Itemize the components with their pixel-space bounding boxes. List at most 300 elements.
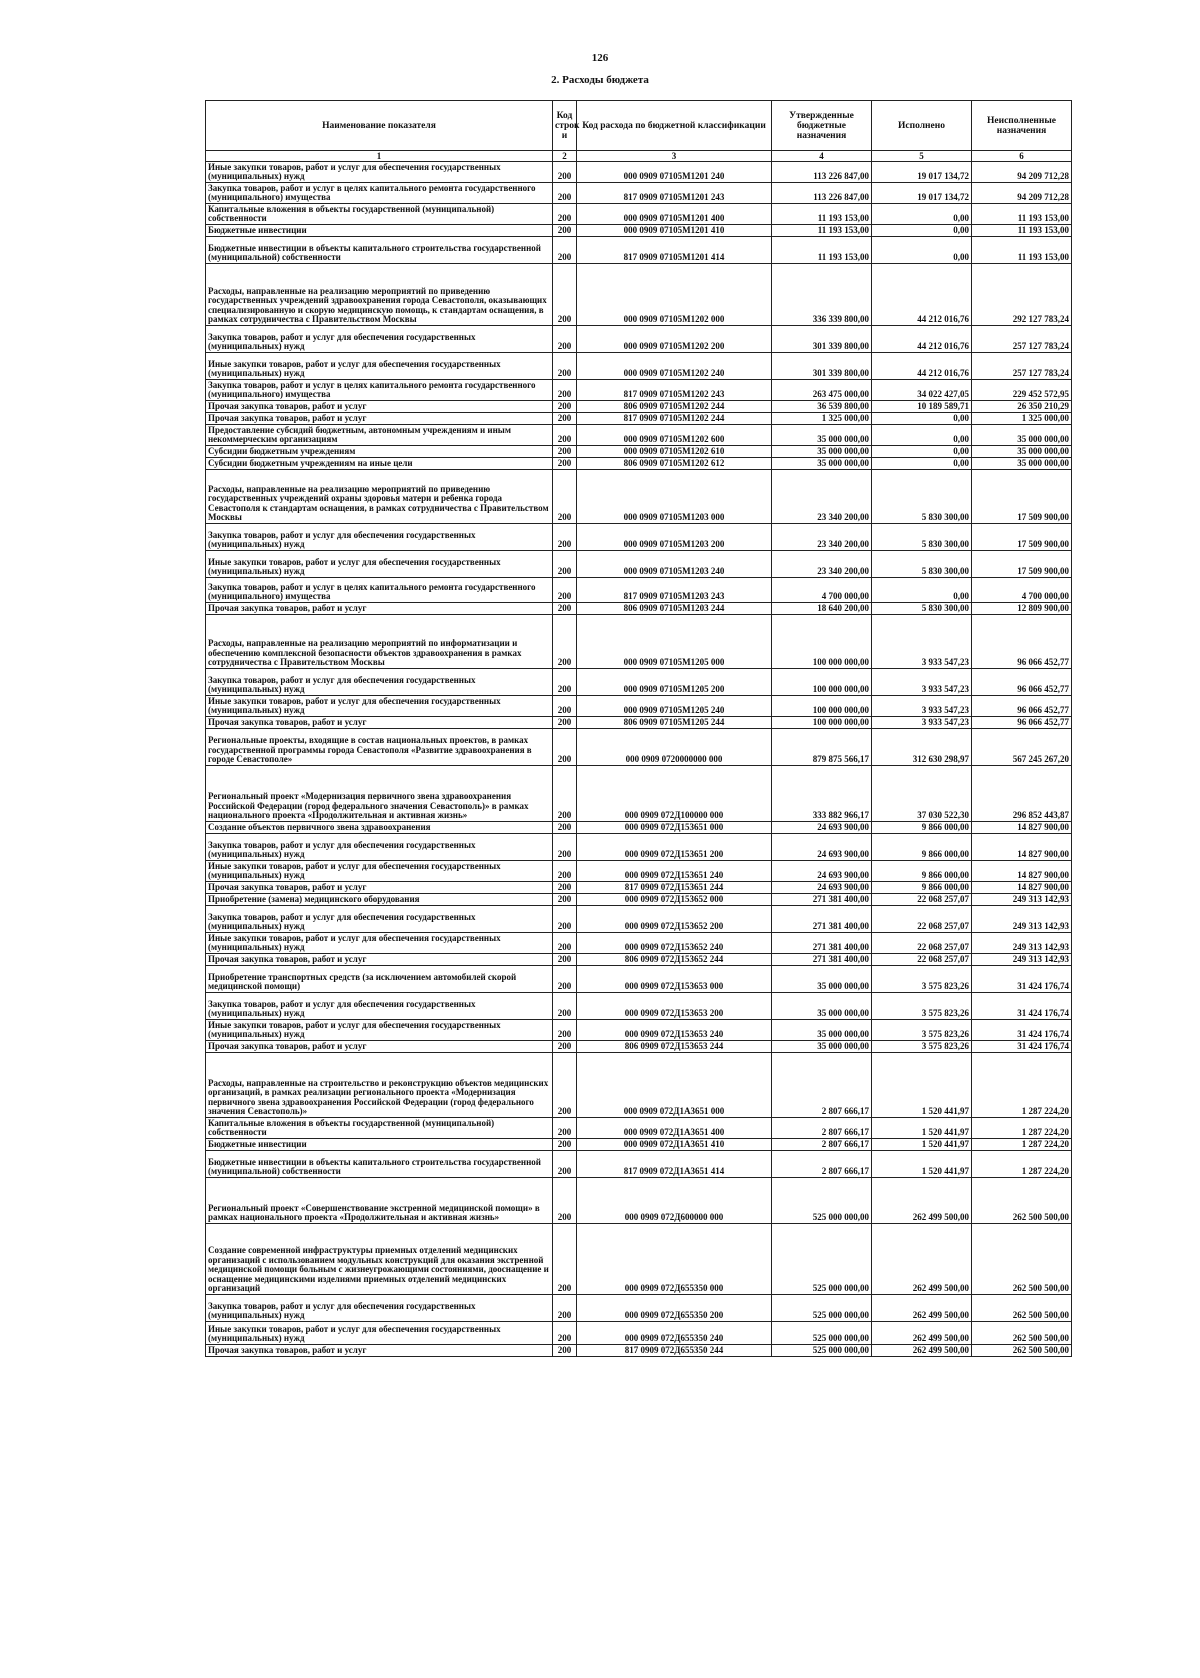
header-line-code: Код строк и	[553, 101, 577, 151]
table-row	[206, 993, 1072, 1020]
row-remaining: 249 313 142,93	[972, 894, 1072, 906]
row-name: Закупка товаров, работ и услуг для обеспечения государственных (муниципальных) нужд	[206, 524, 553, 551]
row-remaining: 96 066 452,77	[972, 615, 1072, 669]
row-line-code: 200	[553, 906, 577, 933]
row-budget-code: 000 0909 07105М1201 240	[577, 162, 772, 183]
table-row	[206, 861, 1072, 882]
row-line-code: 200	[553, 204, 577, 225]
row-name: Региональный проект «Модернизация первичного звена здравоохранения Российской Федерации (город федерального значения Севастополь)» в рамках национального проекта «Продолжительная и активная жизнь»	[206, 766, 553, 822]
row-executed: 1 520 441,97	[872, 1118, 972, 1139]
row-line-code: 200	[553, 766, 577, 822]
row-remaining: 96 066 452,77	[972, 696, 1072, 717]
row-budget-code: 817 0909 07105М1201 414	[577, 237, 772, 264]
page-number: 126	[591, 52, 609, 64]
table-row	[206, 225, 1072, 237]
row-budget-code: 000 0909 07105М1202 000	[577, 264, 772, 326]
row-approved: 18 640 200,00	[772, 603, 872, 615]
table-row	[206, 717, 1072, 729]
table-row	[206, 894, 1072, 906]
row-name: Прочая закупка товаров, работ и услуг	[206, 1345, 553, 1357]
row-remaining: 257 127 783,24	[972, 353, 1072, 380]
row-remaining: 1 325 000,00	[972, 413, 1072, 425]
row-budget-code: 000 0909 072Д655350 200	[577, 1295, 772, 1322]
table-row	[206, 822, 1072, 834]
row-approved: 271 381 400,00	[772, 933, 872, 954]
row-executed: 3 575 823,26	[872, 993, 972, 1020]
row-remaining: 262 500 500,00	[972, 1295, 1072, 1322]
row-name: Закупка товаров, работ и услуг в целях капитального ремонта государственного (муниципального) имущества	[206, 380, 553, 401]
row-approved: 24 693 900,00	[772, 822, 872, 834]
row-approved: 2 807 666,17	[772, 1118, 872, 1139]
row-executed: 10 189 589,71	[872, 401, 972, 413]
row-executed: 0,00	[872, 413, 972, 425]
table-row	[206, 1345, 1072, 1357]
row-name: Создание объектов первичного звена здравоохранения	[206, 822, 553, 834]
row-executed: 34 022 427,05	[872, 380, 972, 401]
row-executed: 3 933 547,23	[872, 615, 972, 669]
row-name: Иные закупки товаров, работ и услуг для обеспечения государственных (муниципальных) нужд	[206, 162, 553, 183]
column-number: 1	[206, 151, 553, 162]
row-name: Прочая закупка товаров, работ и услуг	[206, 413, 553, 425]
row-budget-code: 000 0909 07105М1205 000	[577, 615, 772, 669]
row-name: Приобретение транспортных средств (за исключением автомобилей скорой медицинской помощи)	[206, 966, 553, 993]
row-remaining: 249 313 142,93	[972, 954, 1072, 966]
row-approved: 35 000 000,00	[772, 458, 872, 470]
row-remaining: 96 066 452,77	[972, 669, 1072, 696]
row-budget-code: 000 0909 072Д153653 240	[577, 1020, 772, 1041]
row-name: Закупка товаров, работ и услуг в целях капитального ремонта государственного (муниципального) имущества	[206, 183, 553, 204]
row-approved: 525 000 000,00	[772, 1345, 872, 1357]
row-approved: 23 340 200,00	[772, 470, 872, 524]
row-line-code: 200	[553, 380, 577, 401]
row-remaining: 14 827 900,00	[972, 882, 1072, 894]
row-line-code: 200	[553, 933, 577, 954]
row-budget-code: 000 0909 07105М1205 200	[577, 669, 772, 696]
row-name: Бюджетные инвестиции в объекты капитального строительства государственной (муниципальной) собственности	[206, 1151, 553, 1178]
table-row	[206, 1224, 1072, 1295]
row-name: Прочая закупка товаров, работ и услуг	[206, 882, 553, 894]
table-header-row	[206, 101, 1072, 151]
row-line-code: 200	[553, 615, 577, 669]
column-number: 5	[872, 151, 972, 162]
row-name: Расходы, направленные на строительство и реконструкцию объектов медицинских организаций, в рамках реализации регионального проекта «Модернизация первичного звена здравоохранения Российской Федерации (город федерального значения Севастополь)»	[206, 1053, 553, 1118]
header-indicator-name: Наименование показателя	[206, 101, 553, 151]
row-name: Прочая закупка товаров, работ и услуг	[206, 717, 553, 729]
row-executed: 0,00	[872, 458, 972, 470]
row-executed: 262 499 500,00	[872, 1345, 972, 1357]
row-approved: 100 000 000,00	[772, 669, 872, 696]
row-name: Закупка товаров, работ и услуг для обеспечения государственных (муниципальных) нужд	[206, 834, 553, 861]
row-approved: 301 339 800,00	[772, 353, 872, 380]
row-budget-code: 000 0909 072Д600000 000	[577, 1178, 772, 1224]
row-approved: 113 226 847,00	[772, 162, 872, 183]
table-row	[206, 353, 1072, 380]
row-line-code: 200	[553, 1345, 577, 1357]
table-row	[206, 458, 1072, 470]
row-budget-code: 000 0909 072Д153653 200	[577, 993, 772, 1020]
row-budget-code: 000 0909 072Д153652 240	[577, 933, 772, 954]
row-line-code: 200	[553, 524, 577, 551]
row-budget-code: 817 0909 072Д153651 244	[577, 882, 772, 894]
row-executed: 0,00	[872, 425, 972, 446]
column-number: 6	[972, 151, 1072, 162]
table-row	[206, 413, 1072, 425]
header-approved: Утвержденные бюджетные назначения	[772, 101, 872, 151]
table-row	[206, 834, 1072, 861]
row-remaining: 249 313 142,93	[972, 906, 1072, 933]
row-approved: 24 693 900,00	[772, 834, 872, 861]
row-approved: 336 339 800,00	[772, 264, 872, 326]
row-budget-code: 806 0909 072Д153653 244	[577, 1041, 772, 1053]
row-line-code: 200	[553, 669, 577, 696]
row-line-code: 200	[553, 470, 577, 524]
row-executed: 9 866 000,00	[872, 882, 972, 894]
row-remaining: 12 809 900,00	[972, 603, 1072, 615]
row-approved: 333 882 966,17	[772, 766, 872, 822]
row-budget-code: 000 0909 072Д1А3651 410	[577, 1139, 772, 1151]
row-line-code: 200	[553, 413, 577, 425]
row-line-code: 200	[553, 822, 577, 834]
row-name: Иные закупки товаров, работ и услуг для обеспечения государственных (муниципальных) нужд	[206, 1020, 553, 1041]
row-budget-code: 000 0909 072Д1А3651 000	[577, 1053, 772, 1118]
row-line-code: 200	[553, 1151, 577, 1178]
row-line-code: 200	[553, 696, 577, 717]
row-executed: 44 212 016,76	[872, 353, 972, 380]
row-executed: 0,00	[872, 578, 972, 603]
table-row	[206, 264, 1072, 326]
table-row	[206, 204, 1072, 225]
row-name: Закупка товаров, работ и услуг для обеспечения государственных (муниципальных) нужд	[206, 993, 553, 1020]
row-remaining: 567 245 267,20	[972, 729, 1072, 766]
row-approved: 11 193 153,00	[772, 225, 872, 237]
row-approved: 35 000 000,00	[772, 1041, 872, 1053]
row-executed: 44 212 016,76	[872, 326, 972, 353]
table-row	[206, 425, 1072, 446]
row-name: Закупка товаров, работ и услуг в целях капитального ремонта государственного (муниципального) имущества	[206, 578, 553, 603]
table-row	[206, 729, 1072, 766]
row-executed: 3 933 547,23	[872, 669, 972, 696]
row-remaining: 17 509 900,00	[972, 470, 1072, 524]
row-approved: 24 693 900,00	[772, 861, 872, 882]
row-budget-code: 000 0909 07105М1203 000	[577, 470, 772, 524]
row-budget-code: 000 0909 072Д153651 240	[577, 861, 772, 882]
table-row	[206, 446, 1072, 458]
row-line-code: 200	[553, 425, 577, 446]
table-row	[206, 1178, 1072, 1224]
row-name: Бюджетные инвестиции	[206, 1139, 553, 1151]
row-executed: 5 830 300,00	[872, 603, 972, 615]
row-line-code: 200	[553, 264, 577, 326]
row-executed: 1 520 441,97	[872, 1139, 972, 1151]
row-line-code: 200	[553, 1020, 577, 1041]
row-name: Закупка товаров, работ и услуг для обеспечения государственных (муниципальных) нужд	[206, 906, 553, 933]
row-executed: 3 933 547,23	[872, 696, 972, 717]
row-budget-code: 000 0909 07105М1202 200	[577, 326, 772, 353]
row-name: Закупка товаров, работ и услуг для обеспечения государственных (муниципальных) нужд	[206, 326, 553, 353]
row-remaining: 257 127 783,24	[972, 326, 1072, 353]
row-executed: 5 830 300,00	[872, 470, 972, 524]
row-executed: 22 068 257,07	[872, 954, 972, 966]
row-remaining: 262 500 500,00	[972, 1224, 1072, 1295]
row-approved: 879 875 566,17	[772, 729, 872, 766]
row-executed: 22 068 257,07	[872, 933, 972, 954]
table-row	[206, 1322, 1072, 1345]
row-executed: 262 499 500,00	[872, 1322, 972, 1345]
row-approved: 525 000 000,00	[772, 1295, 872, 1322]
row-executed: 9 866 000,00	[872, 822, 972, 834]
row-executed: 1 520 441,97	[872, 1151, 972, 1178]
row-approved: 113 226 847,00	[772, 183, 872, 204]
row-line-code: 200	[553, 993, 577, 1020]
row-approved: 35 000 000,00	[772, 993, 872, 1020]
row-budget-code: 817 0909 07105М1202 244	[577, 413, 772, 425]
row-name: Иные закупки товаров, работ и услуг для обеспечения государственных (муниципальных) нужд	[206, 933, 553, 954]
row-line-code: 200	[553, 1041, 577, 1053]
row-remaining: 31 424 176,74	[972, 966, 1072, 993]
column-number-row	[206, 151, 1072, 162]
table-row	[206, 1151, 1072, 1178]
row-name: Субсидии бюджетным учреждениям на иные цели	[206, 458, 553, 470]
row-budget-code: 000 0909 072Д655350 240	[577, 1322, 772, 1345]
row-name: Предоставление субсидий бюджетным, автономным учреждениям и иным некоммерческим организациям	[206, 425, 553, 446]
row-budget-code: 000 0909 0720000000 000	[577, 729, 772, 766]
row-budget-code: 000 0909 072Д153652 200	[577, 906, 772, 933]
table-row	[206, 1295, 1072, 1322]
row-approved: 100 000 000,00	[772, 696, 872, 717]
row-line-code: 200	[553, 717, 577, 729]
row-line-code: 200	[553, 894, 577, 906]
row-executed: 262 499 500,00	[872, 1178, 972, 1224]
table-row	[206, 1053, 1072, 1118]
row-budget-code: 000 0909 07105М1202 610	[577, 446, 772, 458]
row-budget-code: 817 0909 07105М1201 243	[577, 183, 772, 204]
row-remaining: 14 827 900,00	[972, 834, 1072, 861]
row-budget-code: 806 0909 072Д153652 244	[577, 954, 772, 966]
row-remaining: 17 509 900,00	[972, 551, 1072, 578]
header-budget-code: Код расхода по бюджетной классификации	[577, 101, 772, 151]
row-remaining: 1 287 224,20	[972, 1139, 1072, 1151]
row-name: Прочая закупка товаров, работ и услуг	[206, 954, 553, 966]
row-name: Закупка товаров, работ и услуг для обеспечения государственных (муниципальных) нужд	[206, 1295, 553, 1322]
row-budget-code: 806 0909 07105М1202 244	[577, 401, 772, 413]
row-name: Прочая закупка товаров, работ и услуг	[206, 401, 553, 413]
row-remaining: 11 193 153,00	[972, 225, 1072, 237]
row-line-code: 200	[553, 446, 577, 458]
table-row	[206, 401, 1072, 413]
row-remaining: 229 452 572,95	[972, 380, 1072, 401]
table-row	[206, 470, 1072, 524]
row-name: Прочая закупка товаров, работ и услуг	[206, 603, 553, 615]
row-budget-code: 000 0909 07105М1203 240	[577, 551, 772, 578]
row-line-code: 200	[553, 551, 577, 578]
row-line-code: 200	[553, 1224, 577, 1295]
row-name: Расходы, направленные на реализацию мероприятий по приведению государственных учреждений здравоохранения города Севастополя, оказывающих специализированную и скорую медицинскую помощь, к стандартам оснащения, в рамках сотрудничества с Правительством Москвы	[206, 264, 553, 326]
row-executed: 3 575 823,26	[872, 1020, 972, 1041]
row-executed: 0,00	[872, 204, 972, 225]
row-approved: 525 000 000,00	[772, 1322, 872, 1345]
row-approved: 2 807 666,17	[772, 1151, 872, 1178]
row-line-code: 200	[553, 1322, 577, 1345]
row-approved: 1 325 000,00	[772, 413, 872, 425]
row-line-code: 200	[553, 326, 577, 353]
row-budget-code: 000 0909 072Д153652 000	[577, 894, 772, 906]
row-budget-code: 000 0909 072Д100000 000	[577, 766, 772, 822]
table-row	[206, 906, 1072, 933]
row-line-code: 200	[553, 954, 577, 966]
table-row	[206, 183, 1072, 204]
row-remaining: 31 424 176,74	[972, 993, 1072, 1020]
row-executed: 19 017 134,72	[872, 183, 972, 204]
row-remaining: 31 424 176,74	[972, 1041, 1072, 1053]
row-budget-code: 000 0909 07105М1205 240	[577, 696, 772, 717]
row-approved: 525 000 000,00	[772, 1224, 872, 1295]
table-row	[206, 669, 1072, 696]
row-approved: 11 193 153,00	[772, 237, 872, 264]
row-name: Иные закупки товаров, работ и услуг для обеспечения государственных (муниципальных) нужд	[206, 551, 553, 578]
row-name: Иные закупки товаров, работ и услуг для обеспечения государственных (муниципальных) нужд	[206, 696, 553, 717]
row-executed: 5 830 300,00	[872, 524, 972, 551]
table-row	[206, 933, 1072, 954]
row-name: Расходы, направленные на реализацию мероприятий по приведению государственных учреждений охраны здоровья матери и ребенка города Севастополя к стандартам оснащения, в рамках сотрудничества с Правительством Москвы	[206, 470, 553, 524]
row-executed: 0,00	[872, 237, 972, 264]
table-row	[206, 1041, 1072, 1053]
row-remaining: 94 209 712,28	[972, 162, 1072, 183]
row-executed: 262 499 500,00	[872, 1224, 972, 1295]
row-approved: 35 000 000,00	[772, 446, 872, 458]
row-executed: 9 866 000,00	[872, 834, 972, 861]
row-budget-code: 000 0909 07105М1202 600	[577, 425, 772, 446]
table-row	[206, 954, 1072, 966]
row-approved: 4 700 000,00	[772, 578, 872, 603]
row-budget-code: 817 0909 07105М1202 243	[577, 380, 772, 401]
row-remaining: 31 424 176,74	[972, 1020, 1072, 1041]
row-approved: 100 000 000,00	[772, 615, 872, 669]
row-remaining: 262 500 500,00	[972, 1322, 1072, 1345]
row-approved: 271 381 400,00	[772, 954, 872, 966]
row-name: Капитальные вложения в объекты государственной (муниципальной) собственности	[206, 204, 553, 225]
row-approved: 271 381 400,00	[772, 894, 872, 906]
row-line-code: 200	[553, 353, 577, 380]
row-line-code: 200	[553, 966, 577, 993]
row-line-code: 200	[553, 1139, 577, 1151]
column-number: 3	[577, 151, 772, 162]
row-line-code: 200	[553, 183, 577, 204]
row-budget-code: 817 0909 072Д1А3651 414	[577, 1151, 772, 1178]
table-row	[206, 162, 1072, 183]
row-name: Прочая закупка товаров, работ и услуг	[206, 1041, 553, 1053]
row-name: Приобретение (замена) медицинского оборудования	[206, 894, 553, 906]
row-executed: 44 212 016,76	[872, 264, 972, 326]
row-line-code: 200	[553, 458, 577, 470]
row-name: Создание современной инфраструктуры приемных отделений медицинских организаций с использованием модульных конструкций для оказания экстренной медицинской помощи больным с жизнеугрожающими состояниями, дооснащение и оснащение медицинскими изделиями приемных отделений медицинских организаций	[206, 1224, 553, 1295]
row-name: Расходы, направленные на реализацию мероприятий по информатизации и обеспечению комплексной безопасности объектов здравоохранения в рамках сотрудничества с Правительством Москвы	[206, 615, 553, 669]
row-line-code: 200	[553, 162, 577, 183]
row-line-code: 200	[553, 1118, 577, 1139]
row-budget-code: 000 0909 07105М1201 400	[577, 204, 772, 225]
row-budget-code: 000 0909 072Д655350 000	[577, 1224, 772, 1295]
row-remaining: 296 852 443,87	[972, 766, 1072, 822]
row-line-code: 200	[553, 834, 577, 861]
column-number: 4	[772, 151, 872, 162]
row-executed: 5 830 300,00	[872, 551, 972, 578]
table-row	[206, 237, 1072, 264]
row-line-code: 200	[553, 729, 577, 766]
row-approved: 2 807 666,17	[772, 1139, 872, 1151]
row-approved: 24 693 900,00	[772, 882, 872, 894]
row-budget-code: 806 0909 07105М1202 612	[577, 458, 772, 470]
row-remaining: 35 000 000,00	[972, 425, 1072, 446]
row-approved: 301 339 800,00	[772, 326, 872, 353]
row-line-code: 200	[553, 401, 577, 413]
row-budget-code: 000 0909 07105М1201 410	[577, 225, 772, 237]
table-row	[206, 380, 1072, 401]
row-executed: 37 030 522,30	[872, 766, 972, 822]
row-name: Закупка товаров, работ и услуг для обеспечения государственных (муниципальных) нужд	[206, 669, 553, 696]
header-executed: Исполнено	[872, 101, 972, 151]
table-row	[206, 1139, 1072, 1151]
table-row	[206, 615, 1072, 669]
row-executed: 9 866 000,00	[872, 861, 972, 882]
table-row	[206, 1020, 1072, 1041]
section-title: 2. Расходы бюджета	[551, 74, 649, 86]
row-budget-code: 817 0909 072Д655350 244	[577, 1345, 772, 1357]
row-executed: 312 630 298,97	[872, 729, 972, 766]
row-name: Региональные проекты, входящие в состав национальных проектов, в рамках государственной программы города Севастополя «Развитие здравоохранения в городе Севастополе»	[206, 729, 553, 766]
row-remaining: 1 287 224,20	[972, 1118, 1072, 1139]
row-name: Иные закупки товаров, работ и услуг для обеспечения государственных (муниципальных) нужд	[206, 353, 553, 380]
row-budget-code: 817 0909 07105М1203 243	[577, 578, 772, 603]
row-approved: 271 381 400,00	[772, 906, 872, 933]
table-row	[206, 551, 1072, 578]
row-executed: 262 499 500,00	[872, 1295, 972, 1322]
row-line-code: 200	[553, 861, 577, 882]
row-budget-code: 000 0909 072Д1А3651 400	[577, 1118, 772, 1139]
table-body	[206, 162, 1072, 1357]
row-remaining: 14 827 900,00	[972, 861, 1072, 882]
row-remaining: 35 000 000,00	[972, 458, 1072, 470]
row-executed: 0,00	[872, 446, 972, 458]
table-row	[206, 326, 1072, 353]
row-remaining: 249 313 142,93	[972, 933, 1072, 954]
row-line-code: 200	[553, 1295, 577, 1322]
row-name: Бюджетные инвестиции в объекты капитального строительства государственной (муниципальной) собственности	[206, 237, 553, 264]
table-row	[206, 966, 1072, 993]
row-budget-code: 000 0909 07105М1202 240	[577, 353, 772, 380]
row-remaining: 11 193 153,00	[972, 204, 1072, 225]
row-remaining: 1 287 224,20	[972, 1053, 1072, 1118]
row-executed: 1 520 441,97	[872, 1053, 972, 1118]
row-remaining: 35 000 000,00	[972, 446, 1072, 458]
row-name: Иные закупки товаров, работ и услуг для обеспечения государственных (муниципальных) нужд	[206, 1322, 553, 1345]
row-executed: 3 575 823,26	[872, 966, 972, 993]
row-remaining: 4 700 000,00	[972, 578, 1072, 603]
row-remaining: 11 193 153,00	[972, 237, 1072, 264]
row-remaining: 17 509 900,00	[972, 524, 1072, 551]
row-approved: 525 000 000,00	[772, 1178, 872, 1224]
row-approved: 36 539 800,00	[772, 401, 872, 413]
row-budget-code: 000 0909 072Д153651 000	[577, 822, 772, 834]
column-number: 2	[553, 151, 577, 162]
row-remaining: 94 209 712,28	[972, 183, 1072, 204]
row-line-code: 200	[553, 882, 577, 894]
row-line-code: 200	[553, 1053, 577, 1118]
row-remaining: 96 066 452,77	[972, 717, 1072, 729]
row-approved: 2 807 666,17	[772, 1053, 872, 1118]
row-executed: 19 017 134,72	[872, 162, 972, 183]
row-remaining: 26 350 210,29	[972, 401, 1072, 413]
row-executed: 3 933 547,23	[872, 717, 972, 729]
row-line-code: 200	[553, 603, 577, 615]
